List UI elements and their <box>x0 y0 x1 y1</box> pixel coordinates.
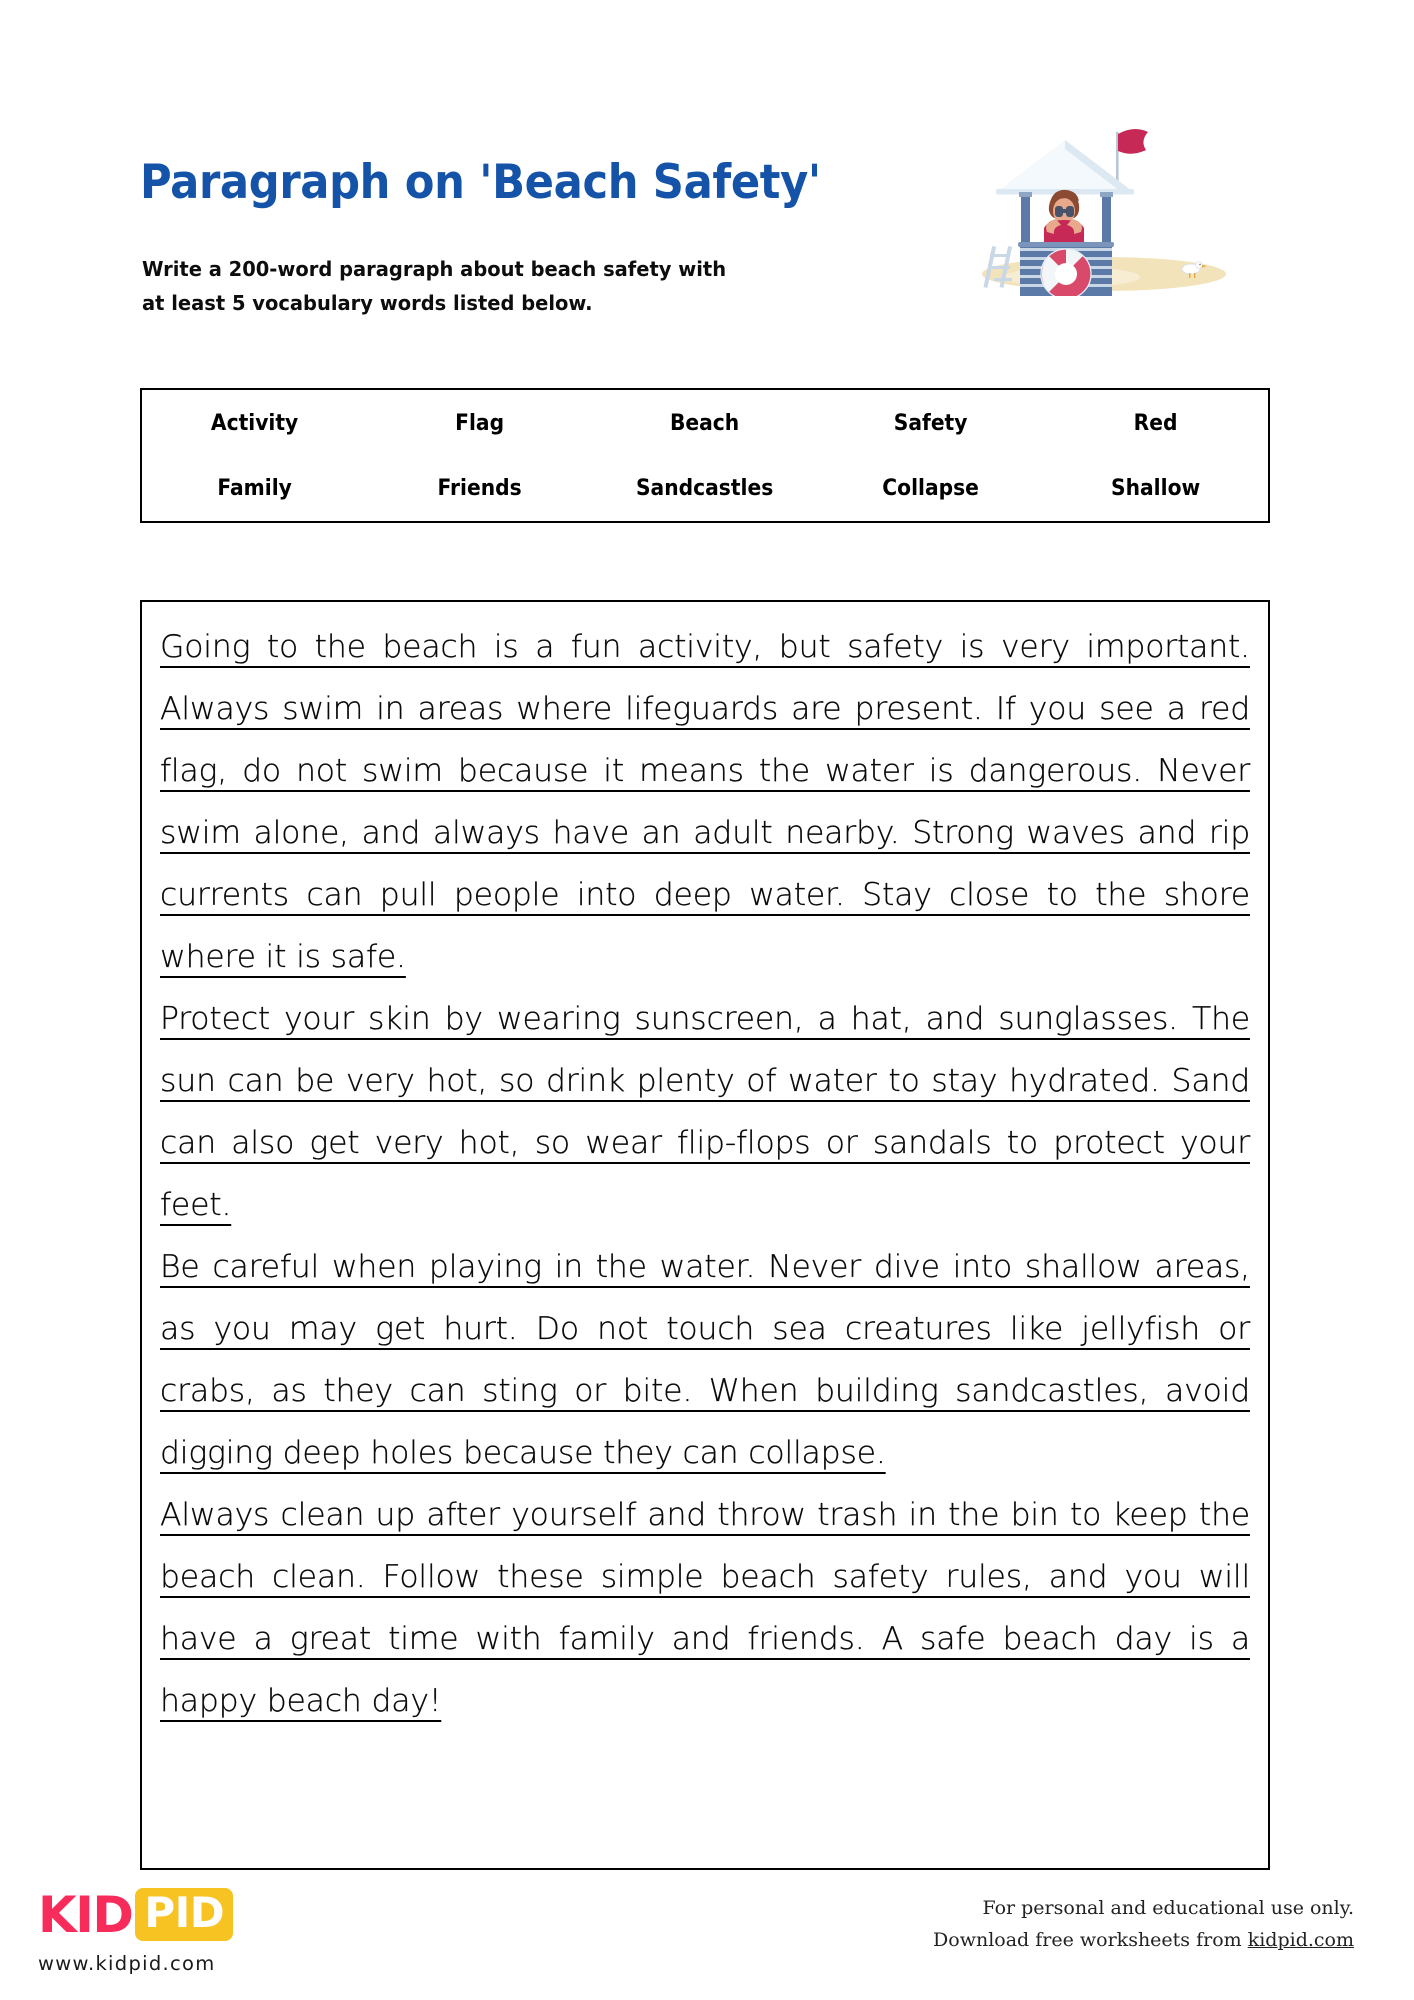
footer-notice-line-1: For personal and educational use only. <box>982 1897 1354 1919</box>
life-ring <box>1041 249 1091 296</box>
tower-post-right <box>1102 194 1111 246</box>
vocab-word: Red <box>1133 409 1178 436</box>
answer-paragraph-1: Going to the beach is a fun activity, but safety is very important. Always swim in areas where lifeguards are present. If you see a red flag, do not swim because it means the water is dangerous. Never swim alone, and always have an adult nearby. Strong waves and rip currents can pull people into deep water. Stay close to the shore where it is safe. <box>160 629 1250 975</box>
answer-box <box>140 600 1270 1870</box>
vocab-word: Shallow <box>1110 475 1200 502</box>
vocab-word: Flag <box>455 409 505 436</box>
vocab-word: Activity <box>210 409 299 436</box>
vocab-word: Collapse <box>881 475 979 502</box>
vocabulary-row-2 <box>142 456 1268 522</box>
kidpid-link[interactable]: kidpid.com <box>1247 1929 1354 1951</box>
answer-paragraph-2: Protect your skin by wearing sunscreen, a hat, and sunglasses. The sun can be very hot, so drink plenty of water to stay hydrated. Sand can also get very hot, so wear flip-flops or sandals to protect your feet. <box>160 1001 1250 1223</box>
instructions-line-2: at least 5 vocabulary words listed below. <box>142 291 593 315</box>
footer-notice <box>933 1892 1354 1956</box>
vocabulary-row-1 <box>142 390 1268 456</box>
footer-notice-prefix: Download free worksheets from <box>933 1929 1248 1951</box>
logo-pid-text: PID <box>135 1888 233 1941</box>
instructions-line-1: Write a 200-word paragraph about beach safety with <box>142 257 727 281</box>
worksheet-header <box>0 0 1414 315</box>
instructions <box>142 252 726 320</box>
red-flag <box>1118 129 1148 154</box>
tower-post-left <box>1021 194 1030 246</box>
lifeguard-figure <box>1044 190 1084 246</box>
page-title: Paragraph on 'Beach Safety' <box>140 155 821 210</box>
lifeguard-tower-illustration <box>952 96 1252 296</box>
footer-notice-line-2 <box>933 1924 1354 1956</box>
vocab-word: Safety <box>893 409 968 436</box>
vocab-word: Family <box>217 475 292 502</box>
vocab-word: Sandcastles <box>636 475 774 502</box>
kidpid-logo <box>38 1885 233 1944</box>
footer-website-url: www.kidpid.com <box>38 1952 216 1975</box>
vocabulary-box <box>140 388 1270 523</box>
answer-paragraph-4: Always clean up after yourself and throw trash in the bin to keep the beach clean. Follow these simple beach safety rules, and you will have a great time with family and friends. A safe beach day is a happy beach day! <box>160 1497 1250 1719</box>
vocab-word: Friends <box>437 475 522 502</box>
answer-paragraph-3: Be careful when playing in the water. Never dive into shallow areas, as you may get hurt. Do not touch sea creatures like jellyfish or crabs, as they can sting or bite. When building sandcastles, avoid digging deep holes because they can collapse. <box>160 1249 1250 1471</box>
logo-kid-text: KID <box>38 1885 133 1944</box>
vocab-word: Beach <box>670 409 740 436</box>
worksheet-footer <box>0 1880 1414 2000</box>
